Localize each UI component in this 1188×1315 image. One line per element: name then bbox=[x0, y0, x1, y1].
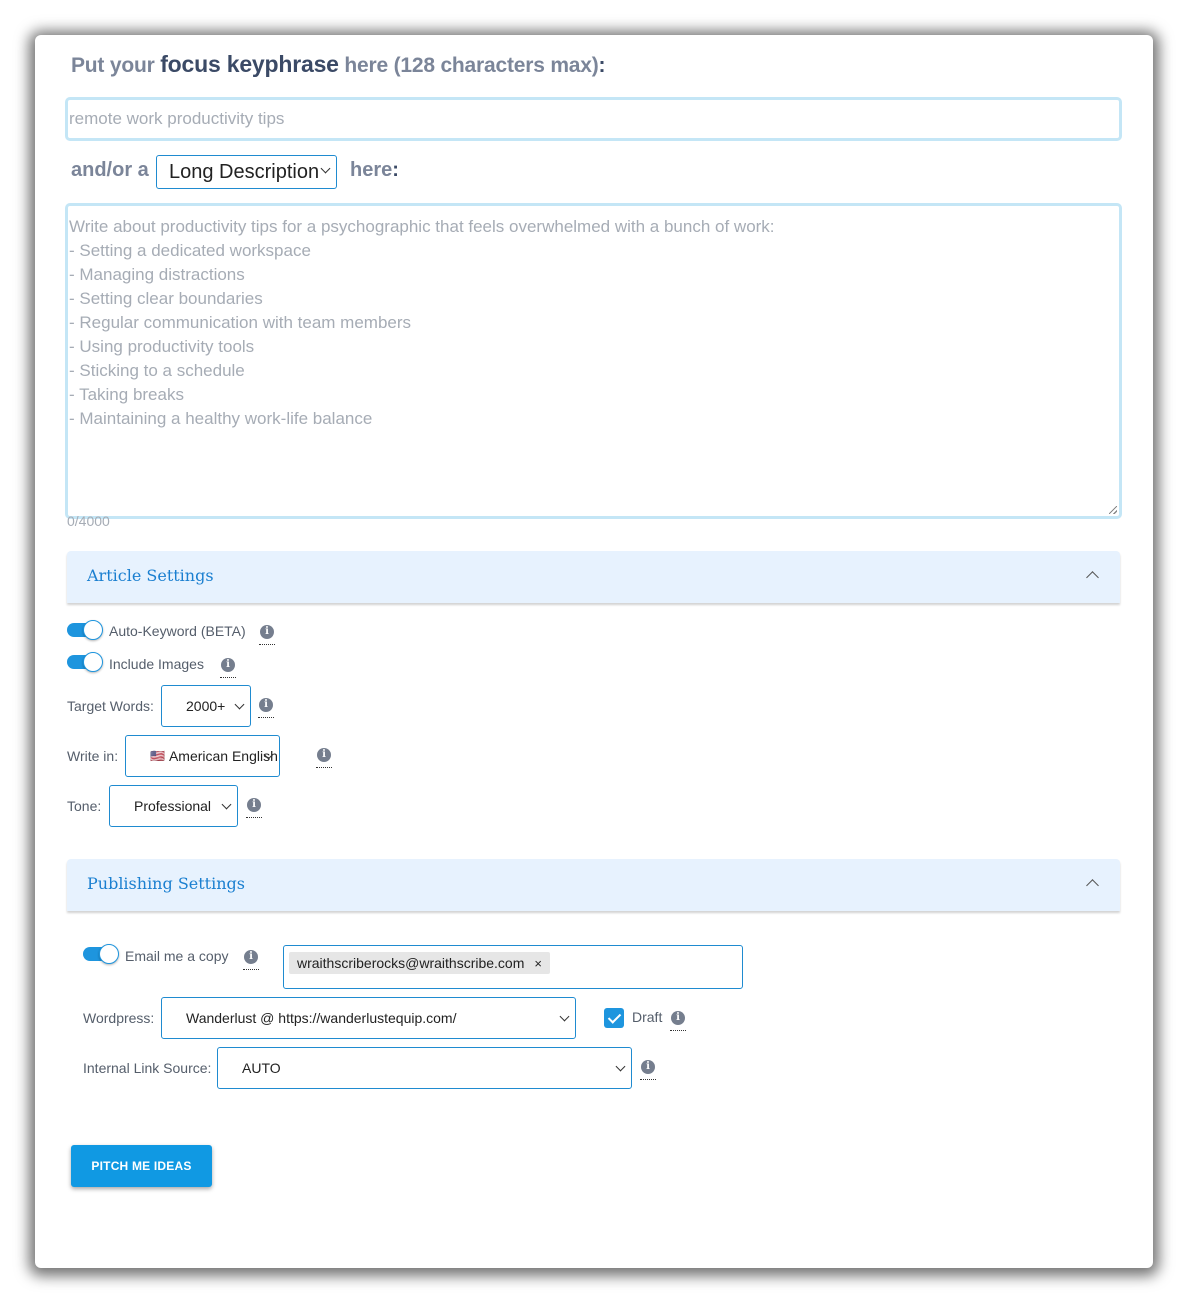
wordpress-value: Wanderlust @ https://wanderlustequip.com/ bbox=[186, 1010, 457, 1026]
description-type-select[interactable] bbox=[156, 155, 337, 189]
target-words-select[interactable] bbox=[161, 685, 251, 727]
wordpress-select[interactable] bbox=[161, 997, 576, 1039]
auto-keyword-toggle[interactable] bbox=[67, 620, 103, 640]
description-placeholder-line: - Regular communication with team members bbox=[69, 313, 412, 332]
article-settings-header[interactable] bbox=[67, 551, 1120, 603]
draft-label: Draft bbox=[632, 1009, 663, 1025]
description-type-value: Long Description bbox=[169, 160, 320, 183]
write-in-label: Write in: bbox=[67, 748, 119, 764]
description-placeholder-line: Write about productivity tips for a psychographic that feels overwhelmed with a bunch of work: bbox=[69, 217, 775, 236]
chevron-down-icon bbox=[321, 164, 331, 174]
auto-keyword-info-icon[interactable]: i bbox=[259, 624, 275, 645]
chevron-down-icon bbox=[222, 800, 232, 810]
description-placeholder-line: - Maintaining a healthy work-life balance bbox=[69, 409, 373, 428]
target-words-info-icon[interactable]: i bbox=[258, 697, 274, 718]
chevron-down-icon bbox=[560, 1012, 570, 1022]
check-icon bbox=[608, 1010, 621, 1023]
chevron-up-icon[interactable] bbox=[1086, 571, 1099, 584]
target-words-label: Target Words: bbox=[67, 698, 154, 714]
chevron-down-icon bbox=[235, 700, 245, 710]
auto-keyword-label: Auto-Keyword (BETA) bbox=[109, 623, 246, 639]
draft-checkbox[interactable] bbox=[604, 1008, 624, 1028]
email-copy-info-icon[interactable]: i bbox=[243, 949, 259, 970]
article-settings-title: Article Settings bbox=[87, 566, 214, 585]
internal-link-value: AUTO bbox=[242, 1060, 281, 1076]
internal-link-select[interactable] bbox=[217, 1047, 632, 1089]
keyphrase-label: Put your focus keyphrase here (128 characters max): bbox=[71, 51, 606, 77]
pitch-me-ideas-button[interactable]: PITCH ME IDEAS bbox=[71, 1145, 212, 1187]
email-chip-text: wraithscriberocks@wraithscribe.com bbox=[297, 955, 525, 971]
email-chip bbox=[289, 952, 550, 974]
draft-info-icon[interactable]: i bbox=[670, 1010, 686, 1031]
description-placeholder-line: - Sticking to a schedule bbox=[69, 361, 245, 380]
description-textarea[interactable] bbox=[65, 203, 1122, 519]
description-placeholder-line: - Using productivity tools bbox=[69, 337, 255, 356]
description-placeholder-line: - Managing distractions bbox=[69, 265, 245, 284]
write-in-value: American English bbox=[168, 748, 278, 764]
article-form-card bbox=[35, 35, 1153, 1268]
chevron-down-icon bbox=[616, 1062, 626, 1072]
resize-handle-icon[interactable] bbox=[1109, 506, 1117, 514]
toggle-knob bbox=[99, 944, 119, 964]
description-placeholder-line: - Taking breaks bbox=[69, 385, 184, 404]
tone-info-icon[interactable]: i bbox=[246, 797, 262, 818]
description-label-suffix: here: bbox=[350, 159, 399, 181]
tone-select[interactable] bbox=[109, 785, 238, 827]
include-images-toggle[interactable] bbox=[67, 652, 103, 672]
target-words-value: 2000+ bbox=[186, 698, 226, 714]
description-label-prefix: and/or a bbox=[71, 159, 149, 181]
chevron-up-icon[interactable] bbox=[1086, 879, 1099, 892]
description-placeholder-line: - Setting a dedicated workspace bbox=[69, 241, 311, 260]
publishing-settings-header[interactable] bbox=[67, 859, 1120, 911]
include-images-info-icon[interactable]: i bbox=[220, 657, 236, 678]
character-counter: 0/4000 bbox=[67, 513, 110, 529]
publishing-settings-title: Publishing Settings bbox=[87, 874, 245, 893]
write-in-info-icon[interactable]: i bbox=[316, 747, 332, 768]
tone-label: Tone: bbox=[67, 798, 102, 814]
toggle-knob bbox=[83, 620, 103, 640]
email-recipients-input[interactable] bbox=[283, 945, 743, 989]
toggle-knob bbox=[83, 652, 103, 672]
email-copy-label: Email me a copy bbox=[125, 948, 229, 964]
internal-link-label: Internal Link Source: bbox=[83, 1060, 212, 1076]
keyphrase-input[interactable] bbox=[65, 97, 1122, 141]
write-in-select[interactable] bbox=[125, 735, 280, 777]
keyphrase-placeholder: remote work productivity tips bbox=[69, 109, 285, 128]
email-copy-toggle[interactable] bbox=[83, 944, 119, 964]
us-flag-icon: 🇺🇸 bbox=[150, 749, 165, 763]
wordpress-label: Wordpress: bbox=[83, 1010, 155, 1026]
remove-email-icon[interactable]: × bbox=[534, 956, 542, 971]
include-images-label: Include Images bbox=[109, 656, 204, 672]
description-placeholder-line: - Setting clear boundaries bbox=[69, 289, 263, 308]
internal-link-info-icon[interactable]: i bbox=[640, 1059, 656, 1080]
tone-value: Professional bbox=[134, 798, 212, 814]
